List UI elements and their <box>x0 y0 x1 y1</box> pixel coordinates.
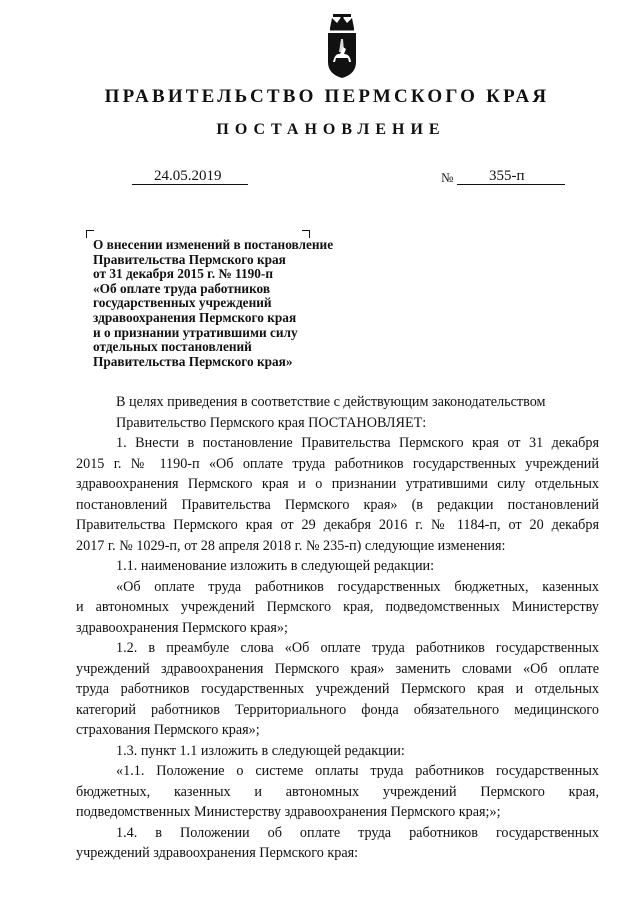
coat-of-arms-icon <box>322 12 362 80</box>
body-line: 1.4. в Положении об оплате труда работников государственных <box>116 824 599 841</box>
body-line: В целях приведения в соответствие с действующим законодательством <box>116 394 546 410</box>
subject-block <box>93 238 393 369</box>
body-line: здравоохранения Пермского края и о признании утратившими силу отдельных <box>76 476 599 492</box>
body-line: страхования Пермского края»; <box>76 722 260 738</box>
subject-line: государственных учреждений <box>93 295 272 311</box>
government-title: ПРАВИТЕЛЬСТВО ПЕРМСКОГО КРАЯ <box>104 86 550 107</box>
body-line: 2017 г. № 1029-п, от 28 апреля 2018 г. № 235-п) следующие изменения: <box>76 537 506 554</box>
body-line: категорий работников Территориального фонда обязательного медицинского <box>76 701 599 718</box>
date-field <box>132 168 248 185</box>
subject-line: и о признании утратившими силу <box>93 324 298 340</box>
body-line: 2015 г. № 1190-п «Об оплате труда работников государственных учреждений <box>76 455 599 472</box>
subject-line: здравоохранения Пермского края <box>93 309 297 325</box>
subject-line: от 31 декабря 2015 г. № 1190-п <box>93 266 273 282</box>
body-line: «1.1. Положение о системе оплаты труда работников государственных <box>116 763 599 779</box>
document-type: ПОСТАНОВЛЕНИЕ <box>216 121 446 138</box>
subject-line: Правительства Пермского края <box>93 251 286 267</box>
body-line: учреждений здравоохранения Пермского края» заменить словами «Об оплате <box>76 660 599 677</box>
number-field <box>457 168 565 185</box>
subject-line: отдельных постановлений <box>93 339 252 355</box>
body-line: 1. Внести в постановление Правительства Пермского края от 31 декабря <box>116 435 599 451</box>
body-line: 1.2. в преамбуле слова «Об оплате труда работников государственных <box>116 640 599 656</box>
body-line: здравоохранения Пермского края»; <box>76 619 288 636</box>
body-line: Правительства Пермского края от 29 декабря 2016 г. № 1184-п, от 20 декабря <box>76 517 599 533</box>
subject-line: О внесении изменений в постановление <box>93 237 334 252</box>
body-line: 1.3. пункт 1.1 изложить в следующей редакции: <box>116 742 405 759</box>
body-line: бюджетных, казенных и автономных учреждений Пермского края, <box>76 783 599 800</box>
body-line: учреждений здравоохранения Пермского края: <box>76 845 359 861</box>
number-sign: № <box>441 170 454 185</box>
body-line: Правительство Пермского края ПОСТАНОВЛЯЕТ: <box>116 414 427 431</box>
body-line: подведомственных Министерству здравоохранения Пермского края;»; <box>76 804 501 820</box>
body-text <box>76 392 599 864</box>
subject-line: Правительства Пермского края» <box>93 353 293 369</box>
body-line: 1.1. наименование изложить в следующей редакции: <box>116 558 435 574</box>
body-line: «Об оплате труда работников государственных бюджетных, казенных <box>116 578 599 595</box>
document-number: 355-п <box>489 168 525 184</box>
subject-line: «Об оплате труда работников <box>93 280 271 296</box>
body-line: постановлений Правительства Пермского края» (в редакции постановлений <box>76 496 599 513</box>
document-date: 24.05.2019 <box>154 168 222 184</box>
body-line: труда работников государственных учреждений Пермского края и отдельных <box>76 681 599 697</box>
body-line: и автономных учреждений Пермского края, подведомственных Министерству <box>76 599 599 615</box>
